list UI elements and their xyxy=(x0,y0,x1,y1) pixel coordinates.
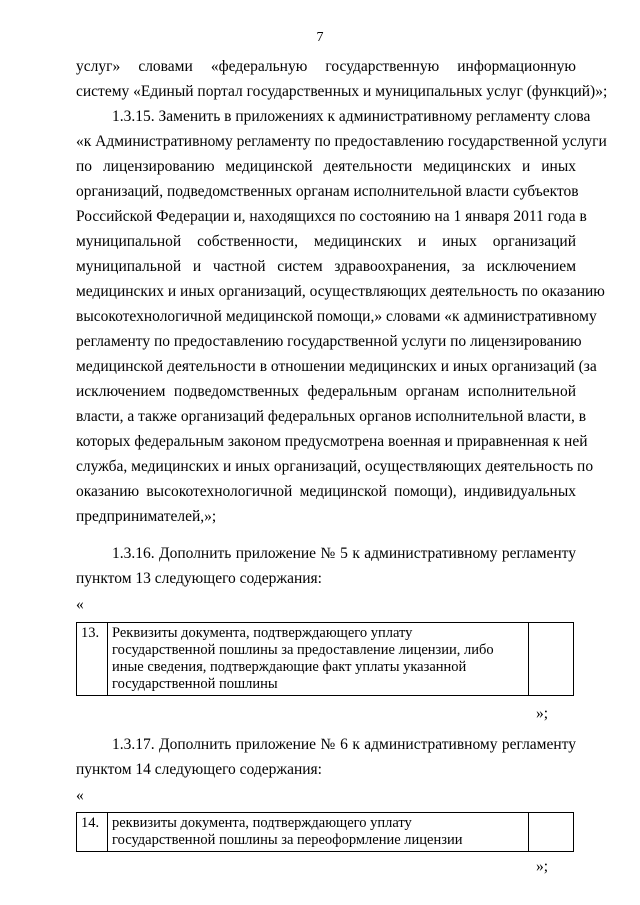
paragraph-b-line-13: власти, а также организаций федеральных органов исполнительной власти, в xyxy=(76,408,587,425)
closing-quote-2: »; xyxy=(536,858,549,875)
opening-quote-2: « xyxy=(76,787,84,804)
item-text-line: государственной пошлины за предоставление лицензии, либо xyxy=(112,642,494,658)
paragraph-b-line-11: медицинской деятельности в отношении медицинских и иных организаций (за xyxy=(76,358,597,375)
item-number: 14. xyxy=(77,813,108,852)
paragraph-b-line-10: регламенту по предоставлению государственной услуги по лицензированию xyxy=(76,333,582,350)
paragraph-b-line-6: муниципальной собственности, медицинских и иных организаций xyxy=(76,233,576,250)
paragraph-b-line-5: Российской Федерации и, находящихся по состоянию на 1 января 2011 года в xyxy=(76,208,587,225)
item-text-line: иные сведения, подтверждающие факт уплаты указанной xyxy=(112,659,467,675)
paragraph-b-line-7: муниципальной и частной систем здравоохранения, за исключением xyxy=(76,258,576,275)
item-text-line: реквизиты документа, подтверждающего уплату xyxy=(112,815,412,831)
paragraph-b-line-8: медицинских и иных организаций, осуществляющих деятельность по оказанию xyxy=(76,283,605,300)
paragraph-b-line-14: которых федеральным законом предусмотрена военная и приравненная к ней xyxy=(76,433,588,450)
empty-cell xyxy=(529,623,574,696)
appendix-table-item-14 xyxy=(76,812,574,852)
paragraph-b-line-1: 1.3.15. Заменить в приложениях к административному регламенту слова xyxy=(112,108,591,125)
empty-cell xyxy=(529,813,574,852)
paragraph-b-line-2: «к Административному регламенту по предоставлению государственной услуги xyxy=(76,133,607,150)
appendix-table-item-13 xyxy=(76,622,574,696)
paragraph-b-line-16: оказанию высокотехнологичной медицинской помощи), индивидуальных xyxy=(76,483,576,500)
paragraph-b-line-17: предпринимателей,»; xyxy=(76,508,217,525)
table-row xyxy=(77,813,574,852)
paragraph-b-line-15: служба, медицинских и иных организаций, осуществляющих деятельность по xyxy=(76,458,594,475)
page-number: 7 xyxy=(316,30,324,45)
item-number: 13. xyxy=(77,623,108,696)
table-row xyxy=(77,623,574,696)
item-text xyxy=(108,623,529,696)
paragraph-d-line-1: 1.3.17. Дополнить приложение № 6 к административному регламенту xyxy=(112,736,576,753)
paragraph-c-line-2: пунктом 13 следующего содержания: xyxy=(76,570,322,587)
paragraph-a-line-2: систему «Единый портал государственных и муниципальных услуг (функций)»; xyxy=(76,83,608,100)
paragraph-b-line-9: высокотехнологичной медицинской помощи,» словами «к административному xyxy=(76,308,597,325)
paragraph-b-line-4: организаций, подведомственных органам исполнительной власти субъектов xyxy=(76,183,579,200)
item-text-line: государственной пошлины xyxy=(112,676,278,692)
opening-quote-1: « xyxy=(76,596,84,613)
item-text xyxy=(108,813,529,852)
paragraph-b-line-3: по лицензированию медицинской деятельности медицинских и иных xyxy=(76,158,576,175)
item-text-line: государственной пошлины за переоформление лицензии xyxy=(112,832,463,848)
paragraph-a-line-1: услуг» словами «федеральную государственную информационную xyxy=(76,58,576,75)
paragraph-b-line-12: исключением подведомственных федеральным органам исполнительной xyxy=(76,383,576,400)
item-text-line: Реквизиты документа, подтверждающего уплату xyxy=(112,625,413,641)
paragraph-c-line-1: 1.3.16. Дополнить приложение № 5 к административному регламенту xyxy=(112,545,576,562)
closing-quote-1: »; xyxy=(536,705,549,722)
paragraph-d-line-2: пунктом 14 следующего содержания: xyxy=(76,761,322,778)
